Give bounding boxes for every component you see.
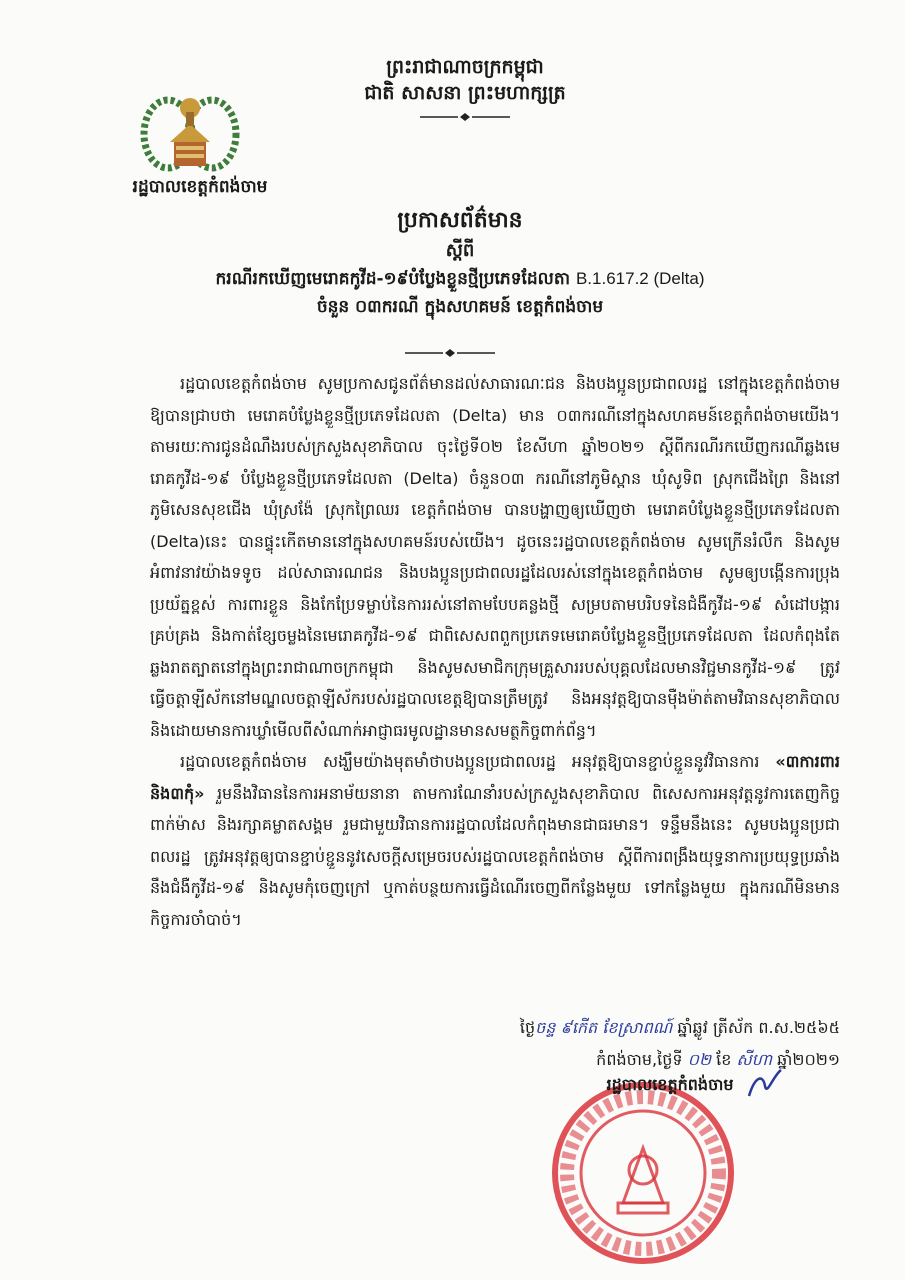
month-prefix: ខែ xyxy=(716,1050,732,1069)
kingdom-line: ព្រះរាជាណាចក្រកម្ពុជា xyxy=(386,56,544,78)
lunar-date-prefix: ថ្ងៃ xyxy=(519,1018,536,1037)
month-handwritten: សីហា xyxy=(736,1050,773,1069)
lunar-date xyxy=(420,1012,840,1044)
title-subject-khmer: ករណីរកឃើញមេរោគកូវីដ-១៩បំប្លែងខ្លួនថ្មីប្រភេទដែលតា xyxy=(215,269,571,289)
title-main: ប្រកាសព័ត៌មាន xyxy=(397,208,523,233)
signer-name: រដ្ឋបាលខេត្តកំពង់ចាម xyxy=(606,1075,734,1094)
kingdom-header xyxy=(300,54,630,106)
lunar-date-handwritten: ចន្ទ ៩កើត ខែស្រាពណ៍ xyxy=(535,1018,673,1037)
title-subject-variant: B.1.617.2 (Delta) xyxy=(575,269,705,288)
year: ឆ្នាំ២០២១ xyxy=(777,1050,840,1069)
day-handwritten: ០២ xyxy=(687,1050,712,1069)
motto-line: ជាតិ សាសនា ព្រះមហាក្សត្រ xyxy=(364,82,566,104)
body-paragraph-2 xyxy=(150,746,840,935)
title-divider xyxy=(405,348,495,358)
body-paragraph-2-end: រួមនឹងវិធាននៃការអនាម័យនានា តាមការណែនាំរបស់ក្រសួងសុខាភិបាល ពិសេសការអនុវត្តនូវការតេញកិច្ចពាក់ម៉ាស និងរក្សាគម្លាតសង្គម រួមជាមួយវិធានការរដ្ឋបាលដែលកំពុងមានជាធរមាន។ ទន្ទឹមនឹងនេះ សូមបងប្អូនប្រជាពលរដ្ឋ ត្រូវអនុវត្តឲ្យបានខ្ជាប់ខ្ជួននូវសេចក្តីសម្រេចរបស់រដ្ឋបាលខេត្តកំពង់ចាម ស្តីពីការពង្រឹងយុទ្ធនាការប្រយុទ្ធប្រឆាំងនឹងជំងឺកូវីដ-១៩ និងសូមកុំចេញក្រៅ ឬកាត់បន្ថយការធ្វើដំណើរចេញពីកន្លែងមួយ ទៅកន្លែងមួយ ក្នុងករណីមិនមានកិច្ចការចាំបាច់។ xyxy=(150,783,840,929)
body-paragraph-1: រដ្ឋបាលខេត្តកំពង់ចាម សូមប្រកាសជូនព័ត៌មានដល់សាធារណៈជន និងបងប្អូនប្រជាពលរដ្ឋ នៅក្នុងខេត្តកំពង់ចាម ឱ្យបានជ្រាបថា មេរោគបំប្លែងខ្លួនថ្មីប្រភេទដែលតា (Delta) មាន ០៣ករណីនៅក្នុងសហគមន៍ខេត្តកំពង់ចាមយើង។ តាមរយៈការជូនដំណឹងរបស់ក្រសួងសុខាភិបាល ចុះថ្ងៃទី០២ ខែសីហា ឆ្នាំ២០២១ ស្តីពីករណីរកឃើញករណីឆ្លងមេរោគកូវីដ-១៩ បំប្លែងខ្លួនថ្មីប្រភេទដែលតា (Delta) ចំនួន០៣ ករណីនៅភូមិស្ពាន ឃុំសូទិព ស្រុកជើងព្រៃ និងនៅភូមិសេនសុខជើង ឃុំស្រង៉ែ ស្រុកព្រៃឈរ ខេត្តកំពង់ចាម បានបង្ហាញឲ្យឃើញថា មេរោគបំប្លែងខ្លួនថ្មីប្រភេទដែលតា (Delta)នេះ បានផ្ទុះកើតមាននៅក្នុងសហគមន៍របស់យើង។ ដូចនេះរដ្ឋបាលខេត្តកំពង់ចាម សូមក្រើនរំលឹក និងសូមអំពាវនាវយ៉ាងទទូច ដល់សាធារណជន និងបងប្អូនប្រជាពលរដ្ឋដែលរស់នៅក្នុងខេត្តកំពង់ចាម សូមឲ្យបង្កើនការប្រុងប្រយ័ត្នខ្ពស់ ការពារខ្លួន និងកែប្រែទម្លាប់នៃការរស់នៅតាមបែបគន្លងថ្មី សម្របតាមបរិបទនៃជំងឺកូវីដ-១៩ សំដៅបង្ការ គ្រប់គ្រង និងកាត់ខ្សែចម្លងនៃមេរោគកូវីដ-១៩ ជាពិសេសពពួកប្រភេទមេរោគបំប្លែងខ្លួនថ្មីប្រភេទដែលតា ដែលកំពុងតែឆ្លងរាតត្បាតនៅក្នុងព្រះរាជាណាចក្រកម្ពុជា និងសូមសមាជិកក្រុមគ្រួសាររបស់បុគ្គលដែលមានវិជ្ជមានកូវីដ-១៩ ត្រូវធ្វើចត្តាឡីស័កនៅមណ្ឌលចត្តាឡីស័ករបស់រដ្ឋបាលខេត្តឱ្យបានត្រឹមត្រូវ និងអនុវត្តឱ្យបានម៉ឺងម៉ាត់តាមវិធានសុខាភិបាល និងដោយមានការឃ្លាំមើលពីសំណាក់អាជ្ញាធរមូលដ្ឋានមានសមត្ថកិច្ចពាក់ព័ន្ធ។ xyxy=(150,374,840,740)
body-paragraph-2-start: រដ្ឋបាលខេត្តកំពង់ចាម សង្ឃឹមយ៉ាងមុតមាំថាបងប្អូនប្រជាពលរដ្ឋ អនុវត្តឱ្យបានខ្ជាប់ខ្ជួននូវវិធានការ xyxy=(180,752,760,771)
agency-name: រដ្ឋបាលខេត្តកំពង់ចាម xyxy=(132,177,268,197)
title-count: ចំនួន ០៣ករណី ក្នុងសហគមន៍ ខេត្តកំពង់ចាម xyxy=(316,297,604,317)
body-slogan: «៣ការពារ និង៣កុំ» xyxy=(150,752,840,803)
ornament-divider xyxy=(420,112,510,122)
title-subject xyxy=(140,265,780,293)
handwritten-signature-icon xyxy=(745,1066,785,1106)
lunar-date-suffix: ឆ្នាំឆ្លូវ ត្រីស័ក ព.ស.២៥៦៥ xyxy=(677,1018,840,1037)
announcement-body xyxy=(150,368,840,935)
title-regarding: ស្តីពី xyxy=(445,240,475,261)
crest-emblem-icon xyxy=(140,82,240,174)
announcement-title xyxy=(140,205,780,321)
red-official-seal-icon xyxy=(548,1078,738,1268)
place-date-prefix: កំពង់ចាម,ថ្ងៃទី xyxy=(596,1050,683,1069)
